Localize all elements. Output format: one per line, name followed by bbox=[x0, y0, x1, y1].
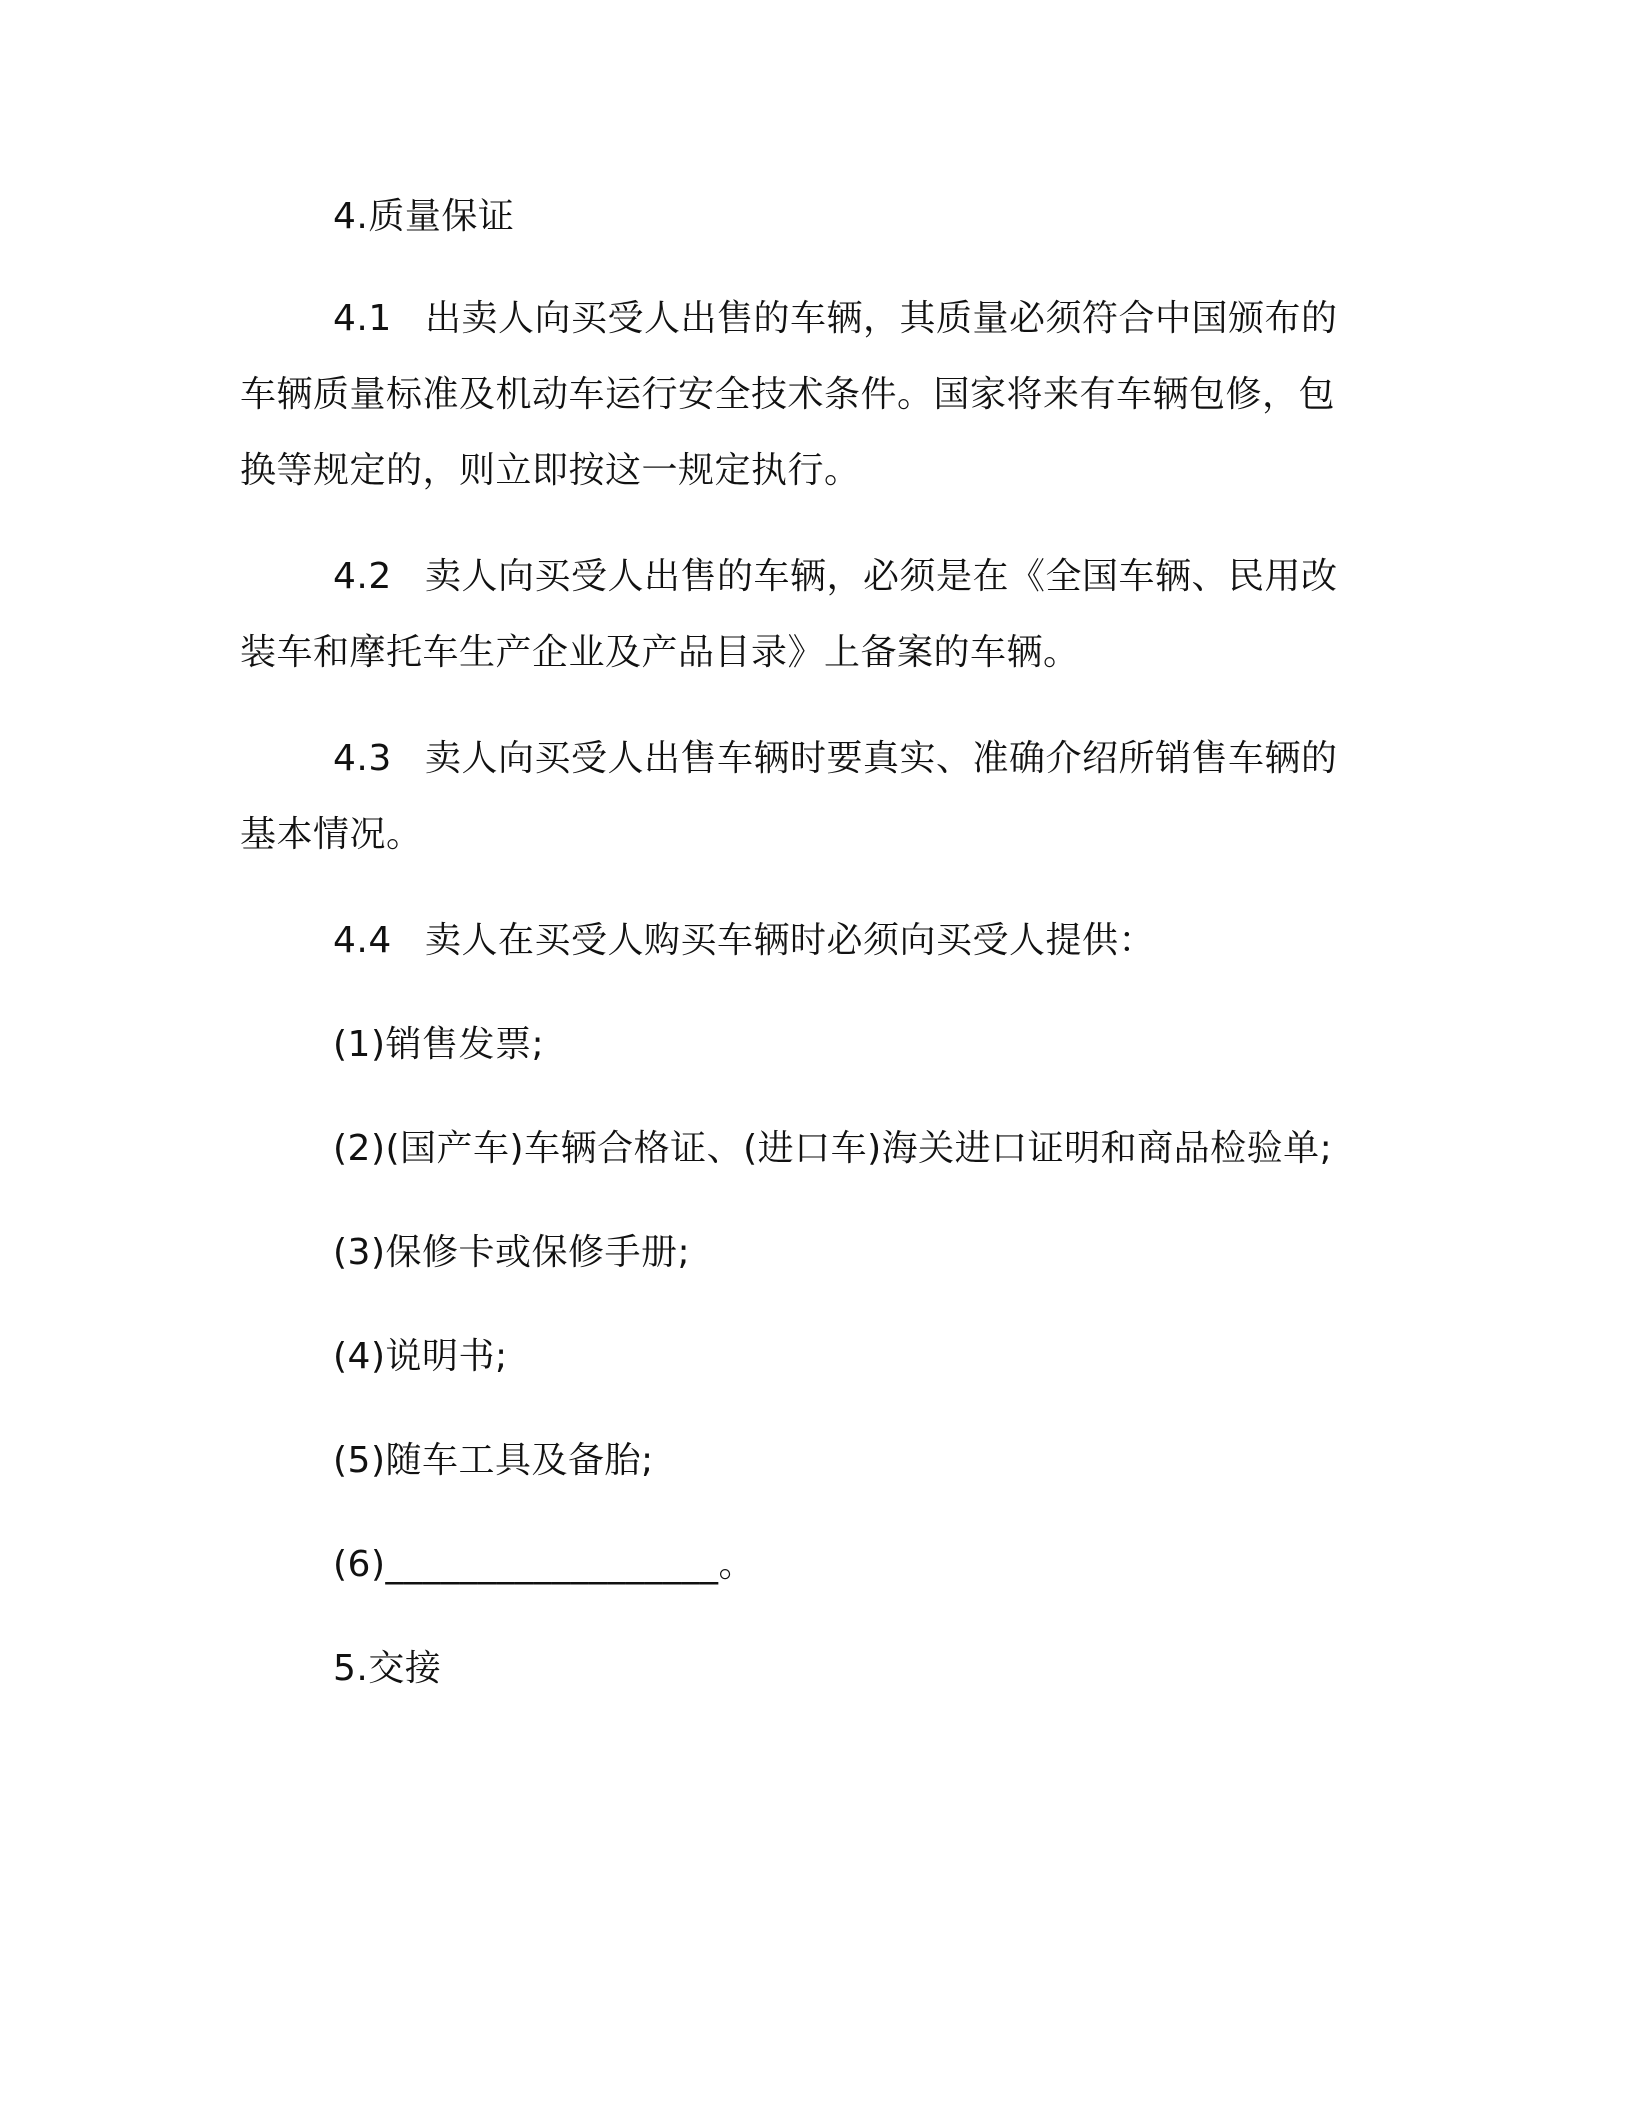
list-item-2: (2)(国产车)车辆合格证、(进口车)海关进口证明和商品检验单; bbox=[333, 1128, 1333, 1169]
clause-4-1-line-2: 车辆质量标准及机动车运行安全技术条件。国家将来有车辆包修，包 bbox=[240, 374, 1336, 415]
section-5-heading: 5.交接 bbox=[333, 1648, 442, 1689]
clause-4-1-line-1 bbox=[333, 296, 1338, 342]
clause-text: 出卖人向买受人出售的车辆，其质量必须符合中国颁布的 bbox=[425, 298, 1338, 339]
clause-4-2-line-2: 装车和摩托车生产企业及产品目录》上备案的车辆。 bbox=[240, 632, 1080, 673]
clause-text: 卖人向买受人出售车辆时要真实、准确介绍所销售车辆的 bbox=[425, 738, 1338, 779]
clause-4-2-line-1 bbox=[333, 554, 1338, 600]
clause-4-3-line-2: 基本情况。 bbox=[240, 814, 423, 855]
clause-4-3-line-1 bbox=[333, 736, 1338, 782]
clause-number: 4.3 bbox=[333, 738, 392, 779]
clause-4-4-line-1 bbox=[333, 918, 1155, 964]
list-item-1: (1)销售发票; bbox=[333, 1024, 545, 1065]
list-item-5: (5)随车工具及备胎; bbox=[333, 1440, 654, 1481]
clause-text: 卖人在买受人购买车辆时必须向买受人提供： bbox=[425, 920, 1156, 961]
clause-number: 4.1 bbox=[333, 298, 392, 339]
list-item-3: (3)保修卡或保修手册; bbox=[333, 1232, 691, 1273]
clause-number: 4.2 bbox=[333, 556, 392, 597]
section-4-heading: 4.质量保证 bbox=[333, 196, 515, 237]
list-item-6: (6)__________________。 bbox=[333, 1544, 755, 1585]
clause-4-1-line-3: 换等规定的，则立即按这一规定执行。 bbox=[240, 450, 861, 491]
clause-number: 4.4 bbox=[333, 920, 392, 961]
list-item-4: (4)说明书; bbox=[333, 1336, 508, 1377]
clause-text: 卖人向买受人出售的车辆，必须是在《全国车辆、民用改 bbox=[425, 556, 1338, 597]
